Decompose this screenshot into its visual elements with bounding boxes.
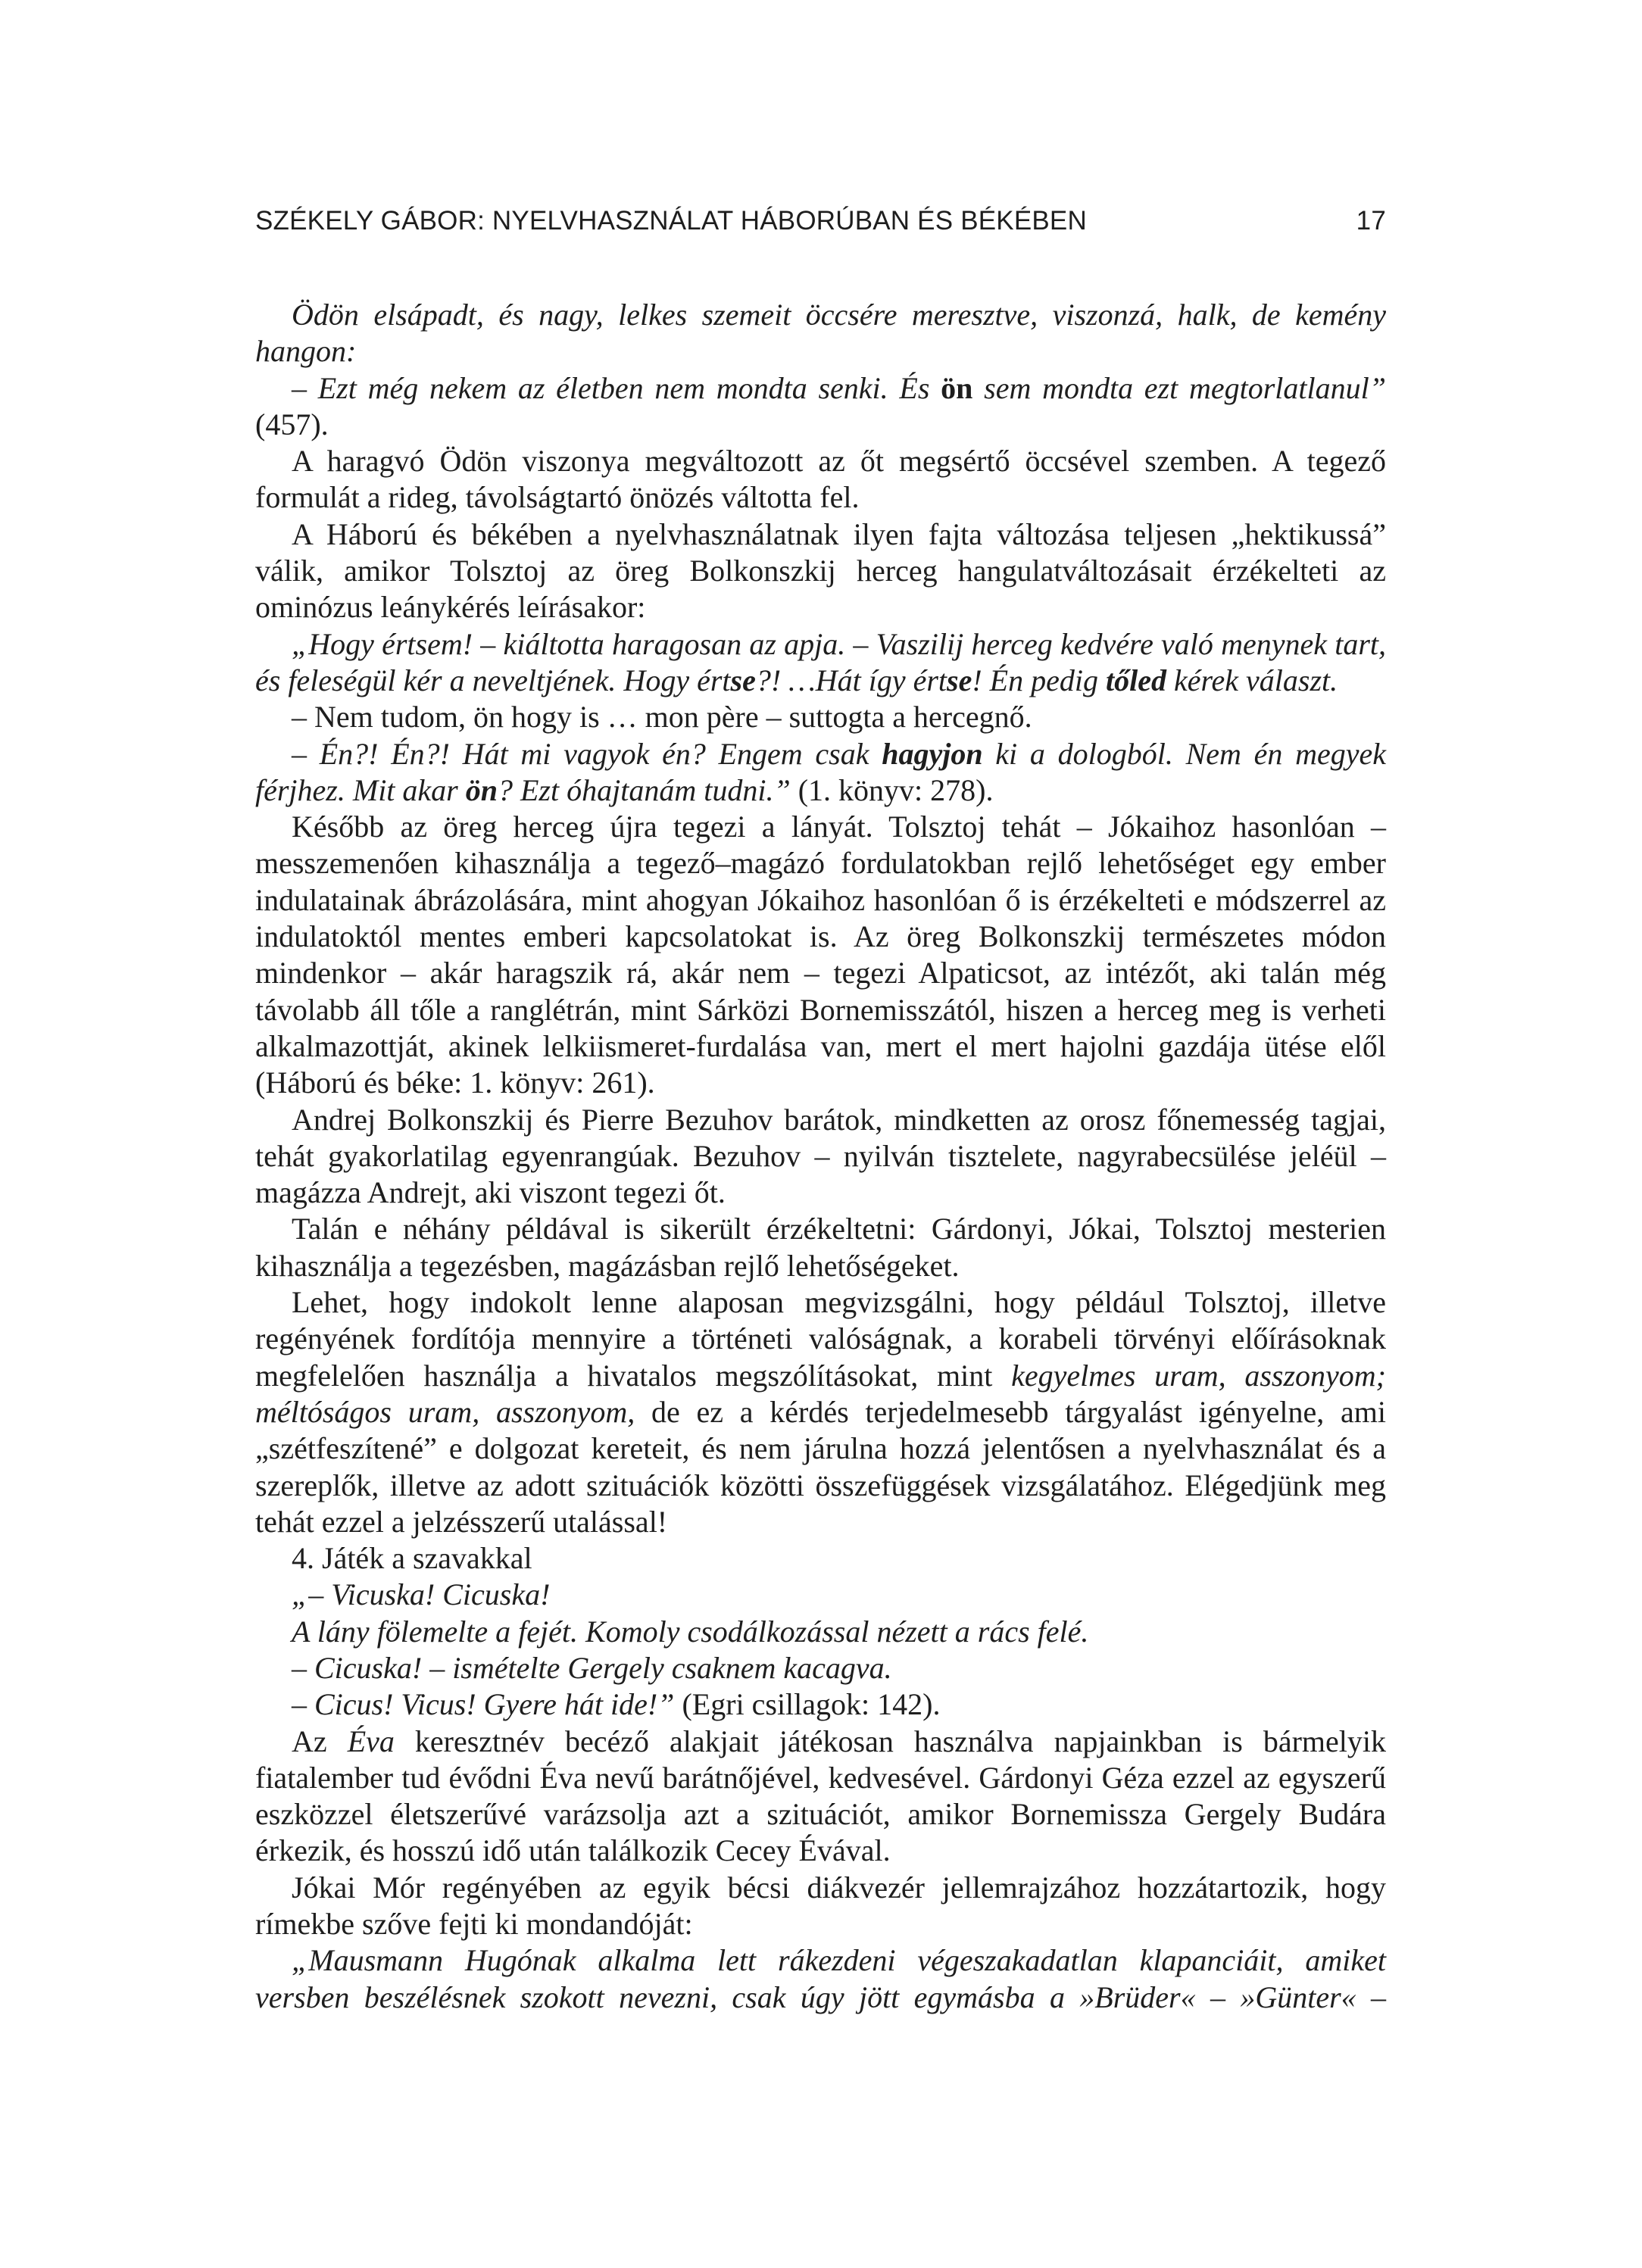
text-run: ? Ezt óhajtanám tudni.” <box>497 772 791 807</box>
text-run: Ödön elsápadt, és nagy, lelkes szemeit öccsére meresztve, viszonzá, halk, de kemény hangon: <box>255 298 1386 369</box>
text-run: – Én?! Én?! Hát mi vagyok én? Engem csak <box>292 736 882 771</box>
text-run: A lány fölemelte a fejét. Komoly csodálkozással nézett a rács felé. <box>292 1614 1089 1649</box>
text-run: – Cicuska! – ismételte Gergely csaknem kacagva. <box>292 1650 892 1685</box>
body-text <box>255 297 1386 2016</box>
text-run: „– Vicuska! Cicuska! <box>292 1577 551 1612</box>
paragraph-jokai-intro <box>255 1870 1386 1943</box>
paragraph-war-and-peace-intro <box>255 516 1386 626</box>
section-heading <box>255 1540 1386 1577</box>
text-run: 4. Játék a szavakkal <box>292 1541 532 1576</box>
text-run: tőled <box>1105 663 1166 697</box>
text-run: Talán e néhány példával is sikerült érzékeltetni: Gárdonyi, Jókai, Tolsztoj mesterien kihasználja a tegezésben, magázásban rejlő lehetőségeket. <box>255 1212 1386 1283</box>
text-run: se <box>947 663 972 697</box>
text-run: (1. könyv: 278). <box>790 772 994 807</box>
text-run: keresztnév becéző alakjait játékosan használva napjainkban is bármelyik fiatalember tud évődni Éva nevű barátnőjével, kedvesével. Gárdonyi Géza ezzel az egyszerű eszközzel életszerűvé varázsolja azt a szituációt, amikor Bornemissza Gergely Budára érkezik, és hosszú idő után találkozik Cecey Évával. <box>255 1724 1386 1868</box>
text-run: se <box>730 663 756 697</box>
paragraph-egri-quote-1 <box>255 1577 1386 1613</box>
paragraph-bolkonsky-quote <box>255 626 1386 700</box>
text-run: A Háború és békében a nyelvhasználatnak ilyen fajta változása teljesen „hektikussá” válik, amikor Tolsztoj az öreg Bolkonszkij herceg hangulatváltozásait érzékelteti az ominózus leánykérés leírásakor: <box>255 516 1386 625</box>
running-head <box>255 206 1386 236</box>
text-run: ?! …Hát így ért <box>755 663 947 697</box>
text-run: A haragvó Ödön viszonya megváltozott az őt megsértő öccsével szemben. A tegező formulát a rideg, távolságtartó önözés váltotta fel. <box>255 444 1386 515</box>
running-title: SZÉKELY GÁBOR: NYELVHASZNÁLAT HÁBORÚBAN ÉS BÉKÉBEN <box>255 206 1087 236</box>
text-run: ki a dologból. Nem én megyek férjhez. Mit akar <box>255 736 1387 807</box>
paragraph-odon-comment <box>255 443 1386 516</box>
text-run: – Nem tudom, ön hogy is … mon père – suttogta a hercegnő. <box>292 700 1032 735</box>
paragraph-tolstoy-analysis <box>255 809 1386 1101</box>
paragraph-eva-nicknames <box>255 1724 1386 1870</box>
text-run: de ez a kérdés terjedelmesebb tárgyalást igényelne, ami „szétfeszítené” e dolgozat kereteit, és nem járulna hozzá jelentősen a nyelvhasználat és a szereplők, illetve az adott szituációk közötti összefüggések vizsgálatához. Elégedjünk meg tehát ezzel a jelzésszerű utalással! <box>255 1394 1386 1539</box>
paragraph-odon-quote-intro <box>255 297 1386 370</box>
text-run: Éva <box>347 1724 395 1758</box>
page-number: 17 <box>1356 206 1386 236</box>
paragraph-odon-quote <box>255 370 1386 444</box>
paragraph-bolkonsky-dialogue-2 <box>255 736 1386 810</box>
paragraph-official-addresses <box>255 1284 1386 1540</box>
text-run: Később az öreg herceg újra tegezi a lányát. Tolsztoj tehát – Jókaihoz hasonlóan – messzemenően kihasználja a tegező–magázó fordulatokban rejlő lehetőséget egy ember indulatainak ábrázolására, mint ahogyan Jókaihoz hasonlóan ő is érzékelteti e módszerrel az indulatoktól mentes emberi kapcsolatokat is. Az öreg Bolkonszkij természetes módon mindenkor – akár haragszik rá, akár nem – tegezi Alpaticsot, az intézőt, aki talán még távolabb áll tőle a ranglétrán, mint Sárközi Bornemisszától, hiszen a herceg meg is verheti alkalmazottját, akinek lelkiismeret-furdalása van, mert el mert hajolni gazdája ütése elől (Háború és béke: 1. könyv: 261). <box>255 810 1386 1100</box>
text-run: sem mondta ezt megtorlatlanul” <box>972 370 1386 405</box>
text-run: Lehet, hogy indokolt lenne alaposan megvizsgálni, hogy például Tolsztoj, illetve regényének fordítója mennyire a történeti valóságnak, a korabeli törvényi előírásoknak megfelelően használja a hivatalos megszólításokat, mint <box>255 1285 1386 1393</box>
text-run: Jókai Mór regényében az egyik bécsi diákvezér jellemrajzához hozzátartozik, hogy rímekbe szőve fejti ki mondandóját: <box>255 1870 1386 1942</box>
text-run: ön <box>941 370 973 405</box>
paragraph-mausmann-quote <box>255 1942 1386 2016</box>
paragraph-egri-quote-2 <box>255 1614 1386 1650</box>
text-run: hagyjon <box>882 736 983 771</box>
paragraph-summary <box>255 1211 1386 1284</box>
text-run: (457). <box>255 407 329 441</box>
text-run: – Cicus! Vicus! Gyere hát ide!” <box>292 1687 675 1722</box>
paragraph-egri-quote-4 <box>255 1686 1386 1723</box>
text-run: „Hogy értsem! – kiáltotta haragosan az apja. – Vaszilij herceg kedvére való menynek tart, és feleségül kér a neveltjének. Hogy ért <box>255 626 1386 697</box>
text-run: ! Én pedig <box>972 663 1106 697</box>
text-run: (Egri csillagok: 142). <box>674 1687 941 1722</box>
paragraph-bolkonsky-dialogue-1 <box>255 699 1386 735</box>
paragraph-egri-quote-3 <box>255 1650 1386 1686</box>
text-run: kegyelmes uram, asszonyom; méltóságos uram, asszonyom, <box>255 1358 1386 1429</box>
text-run: ön <box>465 772 498 807</box>
text-run: Az <box>292 1724 348 1758</box>
paragraph-andrej-pierre <box>255 1102 1386 1212</box>
text-run: – Ezt még nekem az életben nem mondta senki. És <box>292 370 941 405</box>
text-run: „Mausmann Hugónak alkalma lett rákezdeni végeszakadatlan klapanciáit, amiket versben beszélésnek szokott nevezni, csak úgy jött egymásba a »Brüder« – »Günter« – <box>255 1943 1386 2014</box>
text-run: kérek választ. <box>1166 663 1338 697</box>
text-run: Andrej Bolkonszkij és Pierre Bezuhov barátok, mindketten az orosz főnemesség tagjai, tehát gyakorlatilag egyenrangúak. Bezuhov – nyilván tisztelete, nagyrabecsülése jeléül – magázza Andrejt, aki viszont tegezi őt. <box>255 1102 1386 1210</box>
